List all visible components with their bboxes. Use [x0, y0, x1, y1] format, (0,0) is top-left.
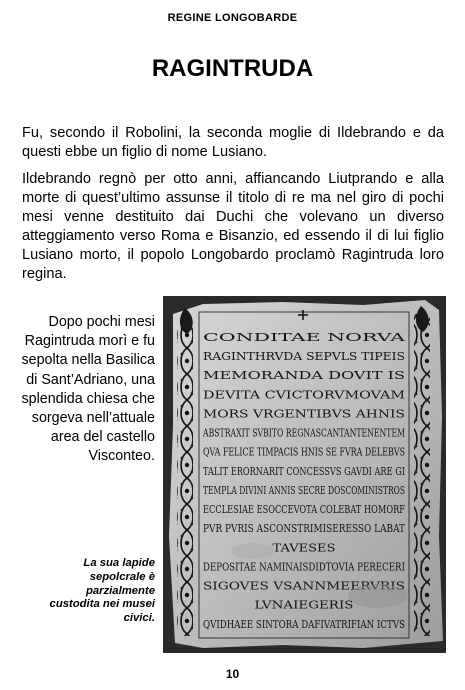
- side-paragraph: Dopo pochi mesi Ragintruda morì e fu sepolta nella Basilica di Sant’Adriano, una splendida chiesa che sorgeva nell’attuale area del castello Visconteo.: [21, 314, 155, 465]
- inscription-line: ABSTRAXIT SVBITO REGNASCANTANTENENTEM: [202, 426, 405, 440]
- inscription-line: DEVITA CVICTORVMOVAM: [203, 388, 405, 402]
- paragraph-history: Ildebrando regnò per otto anni, affiancando Liutprando e alla morte di quest’ultimo assunse il titolo di re ma nel giro di pochi mesi venne destituito dai Duchi che volevano un diverso atteggiamento verso Roma e Bisanzio, ed essendo il di lui figlio Lusiano morto, il popolo Longobardo proclamò Ragintruda loro regina.: [22, 171, 444, 282]
- inscription-line: MEMORANDA DOVIT IS: [203, 369, 405, 383]
- paragraph-intro: Fu, secondo il Robolini, la seconda moglie di Ildebrando e da questi ebbe un figlio di nome Lusiano.: [22, 125, 444, 160]
- left-vine-border: [177, 318, 193, 636]
- inscription-line: DEPOSITAE NAMINAISDIDTOVIA PERECERI: [203, 560, 405, 574]
- inscription-line: QVA FELICE TIMPACIS HNIS SE FVRA DELEBVS: [203, 445, 405, 459]
- tombstone-photo: [163, 296, 446, 653]
- inscription-line: CONDITAE NORVA: [203, 330, 407, 344]
- inscription-line: PVR PVRIS ASCONSTRIMISERESSO LABAT: [203, 522, 406, 536]
- inscription-line: QVIDHAEE SINTORA DAFIVATRIFIAN ICTVS: [203, 617, 405, 631]
- page-number: 10: [225, 667, 240, 681]
- inscription-line: TALIT ERORNARIT CONCESSVS GAVDI ARE GI: [203, 464, 405, 478]
- tombstone-illustration: [163, 296, 446, 653]
- inscription-line: RAGINTHRVDA SEPVLS TIPEIS: [203, 350, 405, 364]
- inscription-line: SIGOVES VSANNMEERVRIS: [203, 579, 405, 593]
- inscription-line: LVNAIEGERIS: [254, 598, 354, 612]
- inscription-line: ECCLESIAE ESOCCEVOTA COLEBAT HOMORF: [203, 503, 406, 517]
- inscription-line: MORS VRGENTIBVS AHNIS: [203, 407, 405, 421]
- inscription-line: TEMPLA DIVINI ANNIS SECRE DOSCOMINISTROS: [203, 483, 405, 497]
- inscription-line: TAVESES: [272, 541, 336, 555]
- running-header: REGINE LONGOBARDE: [167, 12, 298, 24]
- page-title: RAGINTRUDA: [151, 55, 314, 82]
- image-caption: La sua lapide sepolcrale è parzialmente custodita nei musei civici.: [49, 557, 155, 625]
- right-vine-border: [414, 314, 430, 636]
